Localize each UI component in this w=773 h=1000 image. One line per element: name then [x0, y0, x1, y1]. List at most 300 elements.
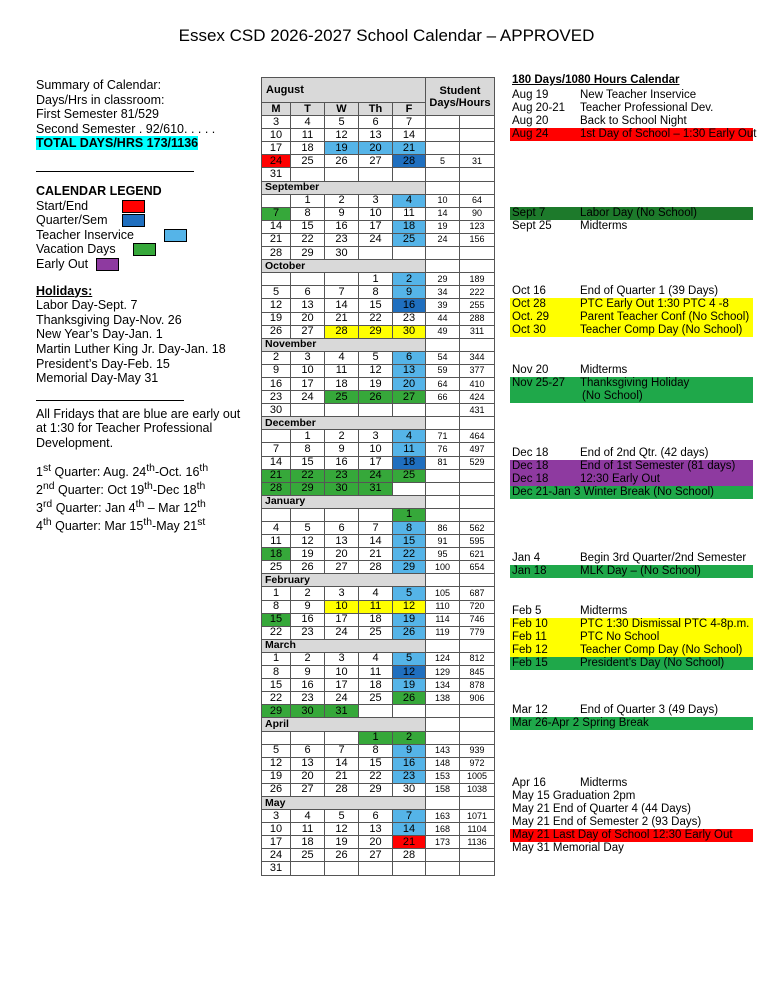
- legend-label: Quarter/Sem: [36, 213, 108, 228]
- day-cell: [325, 168, 359, 181]
- month-label: April: [262, 718, 426, 731]
- day-cell: [393, 482, 426, 495]
- event-text: PTC Early Out 1:30 PTC 4 -8: [580, 298, 729, 310]
- day-cell: 23: [291, 692, 325, 705]
- day-cell: 12: [325, 823, 359, 836]
- day-cell: 19: [359, 377, 393, 390]
- event-text: 12:30 Early Out: [580, 473, 660, 485]
- day-cell: [393, 404, 426, 417]
- day-cell: 2: [262, 351, 291, 364]
- blank-cell: [460, 639, 495, 652]
- student-days: 71: [426, 430, 460, 443]
- day-cell: [359, 705, 393, 718]
- event-row: [510, 605, 753, 618]
- day-cell: 25: [393, 469, 426, 482]
- day-cell: 2: [291, 652, 325, 665]
- week-row: [262, 783, 495, 796]
- event-row: [510, 390, 753, 403]
- week-row: [262, 404, 495, 417]
- quarter-end-ordinal: th: [196, 481, 206, 493]
- legend-row: [36, 242, 261, 257]
- month-label: February: [262, 574, 426, 587]
- event-row: [510, 704, 753, 717]
- student-days: [426, 849, 460, 862]
- day-cell: 17: [359, 220, 393, 233]
- week-row: [262, 312, 495, 325]
- quarter-item: [36, 462, 261, 480]
- student-days: [426, 142, 460, 155]
- day-cell: 5: [359, 351, 393, 364]
- student-days: 95: [426, 548, 460, 561]
- day-cell: 28: [393, 155, 426, 168]
- day-cell: 9: [291, 600, 325, 613]
- blank-cell: [460, 574, 495, 587]
- holiday-item: Memorial Day-May 31: [36, 371, 159, 386]
- month-label: March: [262, 639, 426, 652]
- event-row: [510, 657, 753, 670]
- day-cell: 29: [262, 705, 291, 718]
- event-date: Mar 12: [512, 704, 548, 716]
- week-row: [262, 142, 495, 155]
- student-hours: 255: [460, 299, 495, 312]
- event-row: [510, 473, 753, 486]
- quarters-list: [36, 462, 261, 533]
- day-cell: 14: [325, 757, 359, 770]
- week-row: [262, 600, 495, 613]
- legend-row: [36, 213, 261, 228]
- event-row: [510, 89, 753, 102]
- week-row: [262, 522, 495, 535]
- event-row: [510, 128, 757, 141]
- event-row: [510, 460, 753, 473]
- day-cell: 11: [359, 600, 393, 613]
- day-cell: 19: [393, 613, 426, 626]
- day-cell: [262, 194, 291, 207]
- student-days: 105: [426, 587, 460, 600]
- day-cell: 11: [262, 535, 291, 548]
- student-days: 49: [426, 325, 460, 338]
- event-text: May 15 Graduation 2pm: [512, 790, 636, 802]
- day-cell: 6: [325, 522, 359, 535]
- quarter-end-ordinal: th: [197, 498, 206, 510]
- student-days: 143: [426, 744, 460, 757]
- day-cell: 11: [291, 129, 325, 142]
- event-date: Jan 18: [512, 565, 547, 577]
- day-cell: 7: [262, 443, 291, 456]
- day-cell: 5: [325, 116, 359, 129]
- student-days: [426, 116, 460, 129]
- quarter-end-ordinal: th: [199, 463, 209, 475]
- blank-cell: [426, 718, 460, 731]
- quarter-number: 3: [36, 501, 43, 516]
- student-hours: 621: [460, 548, 495, 561]
- day-cell: 17: [262, 836, 291, 849]
- day-cell: [393, 247, 426, 260]
- quarter-start-ordinal: th: [135, 498, 145, 510]
- day-cell: 4: [325, 351, 359, 364]
- day-cell: 9: [393, 744, 426, 757]
- event-text: Back to School Night: [580, 115, 687, 127]
- month-label: May: [262, 796, 426, 809]
- quarter-start: Quarter: Oct 19: [54, 483, 145, 498]
- day-cell: 22: [291, 233, 325, 246]
- day-cell: 26: [291, 561, 325, 574]
- student-hours: 720: [460, 600, 495, 613]
- day-cell: 5: [262, 286, 291, 299]
- blank-cell: [460, 495, 495, 508]
- day-cell: 9: [262, 364, 291, 377]
- day-cell: 19: [262, 312, 291, 325]
- day-cell: 12: [393, 666, 426, 679]
- student-days: [426, 482, 460, 495]
- blank-cell: [426, 495, 460, 508]
- week-row: [262, 849, 495, 862]
- day-cell: 21: [359, 548, 393, 561]
- day-cell: 26: [325, 155, 359, 168]
- day-cell: 5: [262, 744, 291, 757]
- week-row: [262, 744, 495, 757]
- day-cell: 6: [393, 351, 426, 364]
- event-date: Aug 19: [512, 89, 549, 101]
- day-cell: [359, 508, 393, 521]
- student-hours: 845: [460, 666, 495, 679]
- day-cell: 28: [325, 325, 359, 338]
- student-days: 24: [426, 233, 460, 246]
- day-cell: 13: [291, 299, 325, 312]
- day-cell: 24: [359, 233, 393, 246]
- event-text: Midterms: [580, 605, 628, 617]
- day-cell: 11: [393, 443, 426, 456]
- day-cell: 18: [262, 548, 291, 561]
- event-date: Feb 10: [512, 618, 548, 630]
- day-cell: 24: [262, 155, 291, 168]
- day-cell: 21: [393, 142, 426, 155]
- event-row: [510, 565, 753, 578]
- blank-cell: [426, 181, 460, 194]
- day-cell: 3: [262, 810, 291, 823]
- event-row: [510, 816, 753, 829]
- event-date: Oct. 29: [512, 311, 550, 323]
- day-cell: 19: [325, 142, 359, 155]
- day-cell: 25: [393, 233, 426, 246]
- week-row: [262, 207, 495, 220]
- quarter-number: 2: [36, 483, 43, 498]
- day-cell: 4: [393, 194, 426, 207]
- day-cell: 10: [291, 364, 325, 377]
- day-cell: 10: [262, 823, 291, 836]
- week-row: [262, 587, 495, 600]
- day-cell: [291, 862, 325, 875]
- student-hours: 424: [460, 391, 495, 404]
- student-hours: 288: [460, 312, 495, 325]
- quarter-end: – Mar 12: [144, 501, 198, 516]
- day-cell: [262, 508, 291, 521]
- legend-label: Start/End: [36, 198, 89, 213]
- student-hours: 344: [460, 351, 495, 364]
- week-row: [262, 430, 495, 443]
- student-days: [426, 508, 460, 521]
- day-cell: [359, 404, 393, 417]
- student-days: 5: [426, 155, 460, 168]
- day-cell: 10: [325, 666, 359, 679]
- student-days: 81: [426, 456, 460, 469]
- student-hours: 687: [460, 587, 495, 600]
- day-cell: 20: [393, 377, 426, 390]
- day-cell: 15: [262, 679, 291, 692]
- day-cell: 24: [359, 469, 393, 482]
- event-text: Midterms: [580, 777, 628, 789]
- event-text: Midterms: [580, 220, 628, 232]
- day-cell: 22: [393, 548, 426, 561]
- month-label: October: [262, 260, 426, 273]
- day-cell: [291, 273, 325, 286]
- event-date: Aug 24: [512, 128, 549, 140]
- event-row: [510, 364, 753, 377]
- day-cell: 1: [393, 508, 426, 521]
- day-cell: [359, 862, 393, 875]
- legend-label: Teacher Inservice: [36, 227, 134, 242]
- day-cell: 29: [359, 325, 393, 338]
- day-cell: 25: [325, 391, 359, 404]
- day-cell: 20: [359, 836, 393, 849]
- day-cell: 3: [291, 351, 325, 364]
- day-cell: 20: [291, 312, 325, 325]
- day-cell: [262, 430, 291, 443]
- legend-swatch: [122, 214, 145, 227]
- day-cell: 21: [325, 312, 359, 325]
- student-hours: [460, 705, 495, 718]
- day-cell: 27: [291, 783, 325, 796]
- day-cell: 26: [393, 626, 426, 639]
- school-calendar: [261, 77, 495, 876]
- day-cell: [262, 731, 291, 744]
- blank-cell: [460, 181, 495, 194]
- student-hours: 31: [460, 155, 495, 168]
- event-row: [510, 552, 753, 565]
- student-days: 138: [426, 692, 460, 705]
- week-row: [262, 443, 495, 456]
- holiday-item: Labor Day-Sept. 7: [36, 298, 138, 313]
- day-cell: 18: [325, 377, 359, 390]
- day-cell: 3: [359, 430, 393, 443]
- weekday-header: F: [393, 103, 426, 116]
- legend-title: CALENDAR LEGEND: [36, 183, 162, 198]
- quarter-start-ordinal: th: [143, 516, 153, 528]
- quarter-number: 4: [36, 518, 43, 533]
- event-date: Feb 5: [512, 605, 542, 617]
- day-cell: 30: [325, 247, 359, 260]
- week-row: [262, 757, 495, 770]
- event-row: [510, 790, 753, 803]
- day-cell: 21: [262, 233, 291, 246]
- event-text: May 31 Memorial Day: [512, 842, 624, 854]
- day-cell: 24: [325, 626, 359, 639]
- day-cell: 12: [262, 757, 291, 770]
- day-cell: 5: [325, 810, 359, 823]
- day-cell: [393, 705, 426, 718]
- event-text: PTC No School: [580, 631, 660, 643]
- day-cell: 15: [262, 613, 291, 626]
- student-days: [426, 247, 460, 260]
- event-date: Oct 30: [512, 324, 546, 336]
- day-cell: 16: [262, 377, 291, 390]
- blank-cell: [460, 796, 495, 809]
- week-row: [262, 116, 495, 129]
- student-hours: 189: [460, 273, 495, 286]
- student-days: [426, 705, 460, 718]
- day-cell: 13: [359, 129, 393, 142]
- day-cell: 28: [359, 561, 393, 574]
- student-hours: 595: [460, 535, 495, 548]
- summary-second-semester: Second Semester . 92/610. . . . .: [36, 121, 216, 136]
- day-cell: 23: [393, 312, 426, 325]
- event-text: Begin 3rd Quarter/2nd Semester: [580, 552, 747, 564]
- event-text: End of 2nd Qtr. (42 days): [580, 447, 709, 459]
- event-date: Dec 18: [512, 473, 549, 485]
- day-cell: 21: [393, 836, 426, 849]
- legend-label: Vacation Days: [36, 242, 116, 257]
- day-cell: 31: [262, 862, 291, 875]
- day-cell: 23: [291, 626, 325, 639]
- day-cell: 1: [262, 652, 291, 665]
- week-row: [262, 836, 495, 849]
- holidays-title: Holidays:: [36, 283, 93, 298]
- day-cell: 14: [393, 823, 426, 836]
- day-cell: 28: [393, 849, 426, 862]
- student-hours: [460, 129, 495, 142]
- day-cell: 9: [291, 666, 325, 679]
- student-days: 64: [426, 377, 460, 390]
- day-cell: 18: [393, 220, 426, 233]
- day-cell: 4: [359, 652, 393, 665]
- student-hours: 497: [460, 443, 495, 456]
- day-cell: [291, 404, 325, 417]
- day-cell: 23: [262, 391, 291, 404]
- week-row: [262, 613, 495, 626]
- event-text: Parent Teacher Conf (No School): [580, 311, 750, 323]
- week-row: [262, 810, 495, 823]
- event-row: [510, 829, 753, 842]
- day-cell: [393, 168, 426, 181]
- student-hours: 1136: [460, 836, 495, 849]
- day-cell: 4: [262, 522, 291, 535]
- day-cell: 16: [393, 299, 426, 312]
- student-days: [426, 404, 460, 417]
- legend-row: [36, 228, 261, 243]
- student-hours: [460, 469, 495, 482]
- day-cell: 26: [393, 692, 426, 705]
- event-row: [510, 102, 753, 115]
- student-hours: 1071: [460, 810, 495, 823]
- week-row: [262, 548, 495, 561]
- week-row: [262, 469, 495, 482]
- day-cell: 2: [393, 731, 426, 744]
- week-row: [262, 862, 495, 875]
- legend-label: Early Out: [36, 256, 89, 271]
- day-cell: 26: [325, 849, 359, 862]
- event-row: [510, 447, 753, 460]
- student-days: [426, 862, 460, 875]
- quarter-end: -May 21: [152, 518, 198, 533]
- day-cell: 24: [262, 849, 291, 862]
- holiday-item: New Year’s Day-Jan. 1: [36, 327, 163, 342]
- day-cell: 16: [325, 220, 359, 233]
- day-cell: 29: [393, 561, 426, 574]
- event-text: Teacher Comp Day (No School): [580, 644, 743, 656]
- day-cell: 22: [359, 312, 393, 325]
- day-cell: 28: [262, 247, 291, 260]
- student-days: 91: [426, 535, 460, 548]
- event-date: Nov 25-27: [512, 377, 566, 389]
- event-text: May 21 End of Quarter 4 (44 Days): [512, 803, 691, 815]
- day-cell: 4: [359, 587, 393, 600]
- day-cell: 18: [359, 613, 393, 626]
- student-hours: 90: [460, 207, 495, 220]
- day-cell: 31: [325, 705, 359, 718]
- holidays-list: [36, 298, 261, 386]
- student-hours: 431: [460, 404, 495, 417]
- month-label: January: [262, 495, 426, 508]
- student-hours: 123: [460, 220, 495, 233]
- week-row: [262, 155, 495, 168]
- event-row: [510, 324, 753, 337]
- student-days: [426, 129, 460, 142]
- student-days: 110: [426, 600, 460, 613]
- student-days: 163: [426, 810, 460, 823]
- holiday-item: Martin Luther King Jr. Day-Jan. 18: [36, 341, 226, 356]
- day-cell: 15: [291, 456, 325, 469]
- student-days: 66: [426, 391, 460, 404]
- blank-cell: [460, 338, 495, 351]
- day-cell: 15: [359, 299, 393, 312]
- day-cell: 10: [325, 600, 359, 613]
- quarter-number: 1: [36, 465, 43, 480]
- day-cell: 31: [359, 482, 393, 495]
- day-cell: 11: [393, 207, 426, 220]
- event-text: End of 1st Semester (81 days): [580, 460, 736, 472]
- month-label: September: [262, 181, 426, 194]
- day-cell: 2: [325, 430, 359, 443]
- day-cell: 19: [393, 679, 426, 692]
- day-cell: 25: [359, 626, 393, 639]
- student-days: 39: [426, 299, 460, 312]
- day-cell: 24: [325, 692, 359, 705]
- day-cell: 9: [393, 286, 426, 299]
- student-hours: 311: [460, 325, 495, 338]
- event-date: Oct 16: [512, 285, 546, 297]
- day-cell: 12: [291, 535, 325, 548]
- event-row: [510, 285, 753, 298]
- day-cell: 14: [262, 456, 291, 469]
- week-row: [262, 770, 495, 783]
- day-cell: 31: [262, 168, 291, 181]
- blank-cell: [460, 718, 495, 731]
- quarter-start: Quarter: Mar 15: [51, 518, 144, 533]
- day-cell: 19: [291, 548, 325, 561]
- student-hours: 972: [460, 757, 495, 770]
- day-cell: 13: [291, 757, 325, 770]
- event-row: [510, 298, 753, 311]
- day-cell: [325, 273, 359, 286]
- day-cell: 9: [325, 443, 359, 456]
- day-cell: [325, 862, 359, 875]
- student-days: 153: [426, 770, 460, 783]
- day-cell: 27: [359, 849, 393, 862]
- events-title: 180 Days/1080 Hours Calendar: [512, 74, 680, 86]
- day-cell: 13: [325, 535, 359, 548]
- student-days: 34: [426, 286, 460, 299]
- day-cell: 12: [393, 600, 426, 613]
